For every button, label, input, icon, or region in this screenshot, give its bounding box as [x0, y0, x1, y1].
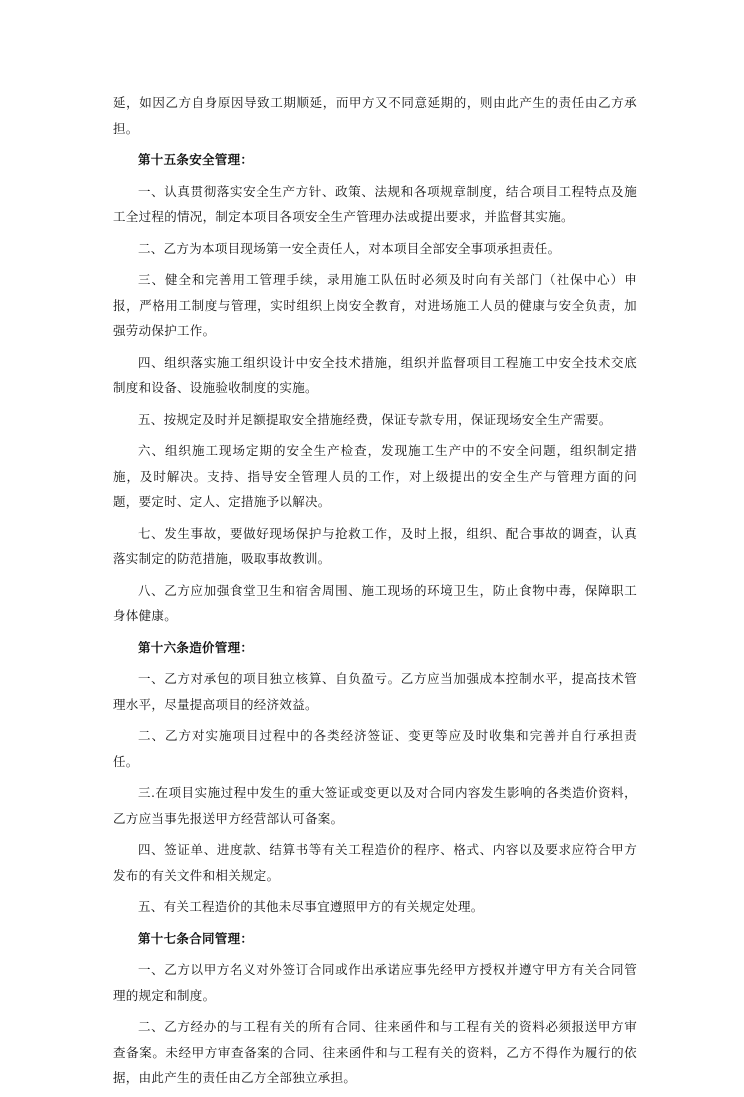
clause-paragraph: 二、乙方为本项目现场第一安全责任人，对本项目全部安全事项承担责任。	[138, 240, 561, 256]
clause-paragraph: 七、发生事故，要做好现场保护与抢救工作，及时上报，组织、配合事故的调查，认真落实制定的防范措施，吸取事故教训。	[113, 525, 637, 566]
clause-paragraph: 四、组织落实施工组织设计中安全技术措施，组织并监督项目工程施工中安全技术交底制度和设备、设施验收制度的实施。	[113, 354, 637, 395]
section-heading: 第十五条安全管理：	[138, 152, 254, 167]
section-contract-management	[113, 926, 637, 1091]
clause-paragraph: 五、有关工程造价的其他未尽事宜遵照甲方的有关规定处理。	[138, 899, 484, 914]
clause-paragraph: 五、按规定及时并足额提取安全措施经费，保证专款专用，保证现场安全生产需要。	[138, 411, 612, 427]
clause-paragraph: 一、乙方对承包的项目独立核算、自负盈亏。乙方应当加强成本控制水平，提高技术管理水平，尽量提高项目的经济效益。	[113, 671, 637, 712]
clause-paragraph: 二、乙方对实施项目过程中的各类经济签证、变更等应及时收集和完善并自行承担责任。	[113, 728, 637, 769]
clause-paragraph: 二、乙方经办的与工程有关的所有合同、往来函件和与工程有关的资料必须报送甲方审查备案。未经甲方审查备案的合同、往来函件和与工程有关的资料，乙方不得作为履行的依据，由此产生的责任由乙方全部独立承担。	[113, 1019, 637, 1085]
section-heading: 第十七条合同管理：	[138, 930, 254, 946]
clause-paragraph: 一、乙方以甲方名义对外签订合同或作出承诺应事先经甲方授权并遵守甲方有关合同管理的规定和制度。	[113, 962, 637, 1003]
section-safety-management	[113, 147, 637, 629]
lead-paragraph: 延，如因乙方自身原因导致工期顺延，而甲方又不同意延期的，则由此产生的责任由乙方承担。	[113, 95, 637, 136]
document-body	[113, 90, 637, 1097]
section-cost-management	[113, 635, 637, 920]
clause-paragraph: 三.在项目实施过程中发生的重大签证或变更以及对合同内容发生影响的各类造价资料，乙方应当事先报送甲方经营部认可备案。	[113, 785, 637, 826]
clause-paragraph: 六、组织施工现场定期的安全生产检查，发现施工生产中的不安全问题，组织制定措施，及时解决。支持、指导安全管理人员的工作，对上级提出的安全生产与管理方面的问题，要定时、定人、定措施予以解决。	[113, 443, 637, 509]
clause-paragraph: 三、健全和完善用工管理手续，录用施工队伍时必须及时向有关部门（社保中心）申报，严格用工制度与管理，实时组织上岗安全教育，对进场施工人员的健康与安全负责，加强劳动保护工作。	[113, 272, 637, 338]
section-heading: 第十六条造价管理：	[138, 639, 254, 655]
clause-paragraph: 八、乙方应加强食堂卫生和宿舍周围、施工现场的环境卫生，防止食物中毒，保障职工身体健康。	[113, 582, 637, 623]
clause-paragraph: 一、认真贯彻落实安全生产方针、政策、法规和各项规章制度，结合项目工程特点及施工全过程的情况，制定本项目各项安全生产管理办法或提出要求，并监督其实施。	[113, 183, 637, 224]
clause-paragraph: 四、签证单、进度款、结算书等有关工程造价的程序、格式、内容以及要求应符合甲方发布的有关文件和相关规定。	[113, 842, 637, 883]
